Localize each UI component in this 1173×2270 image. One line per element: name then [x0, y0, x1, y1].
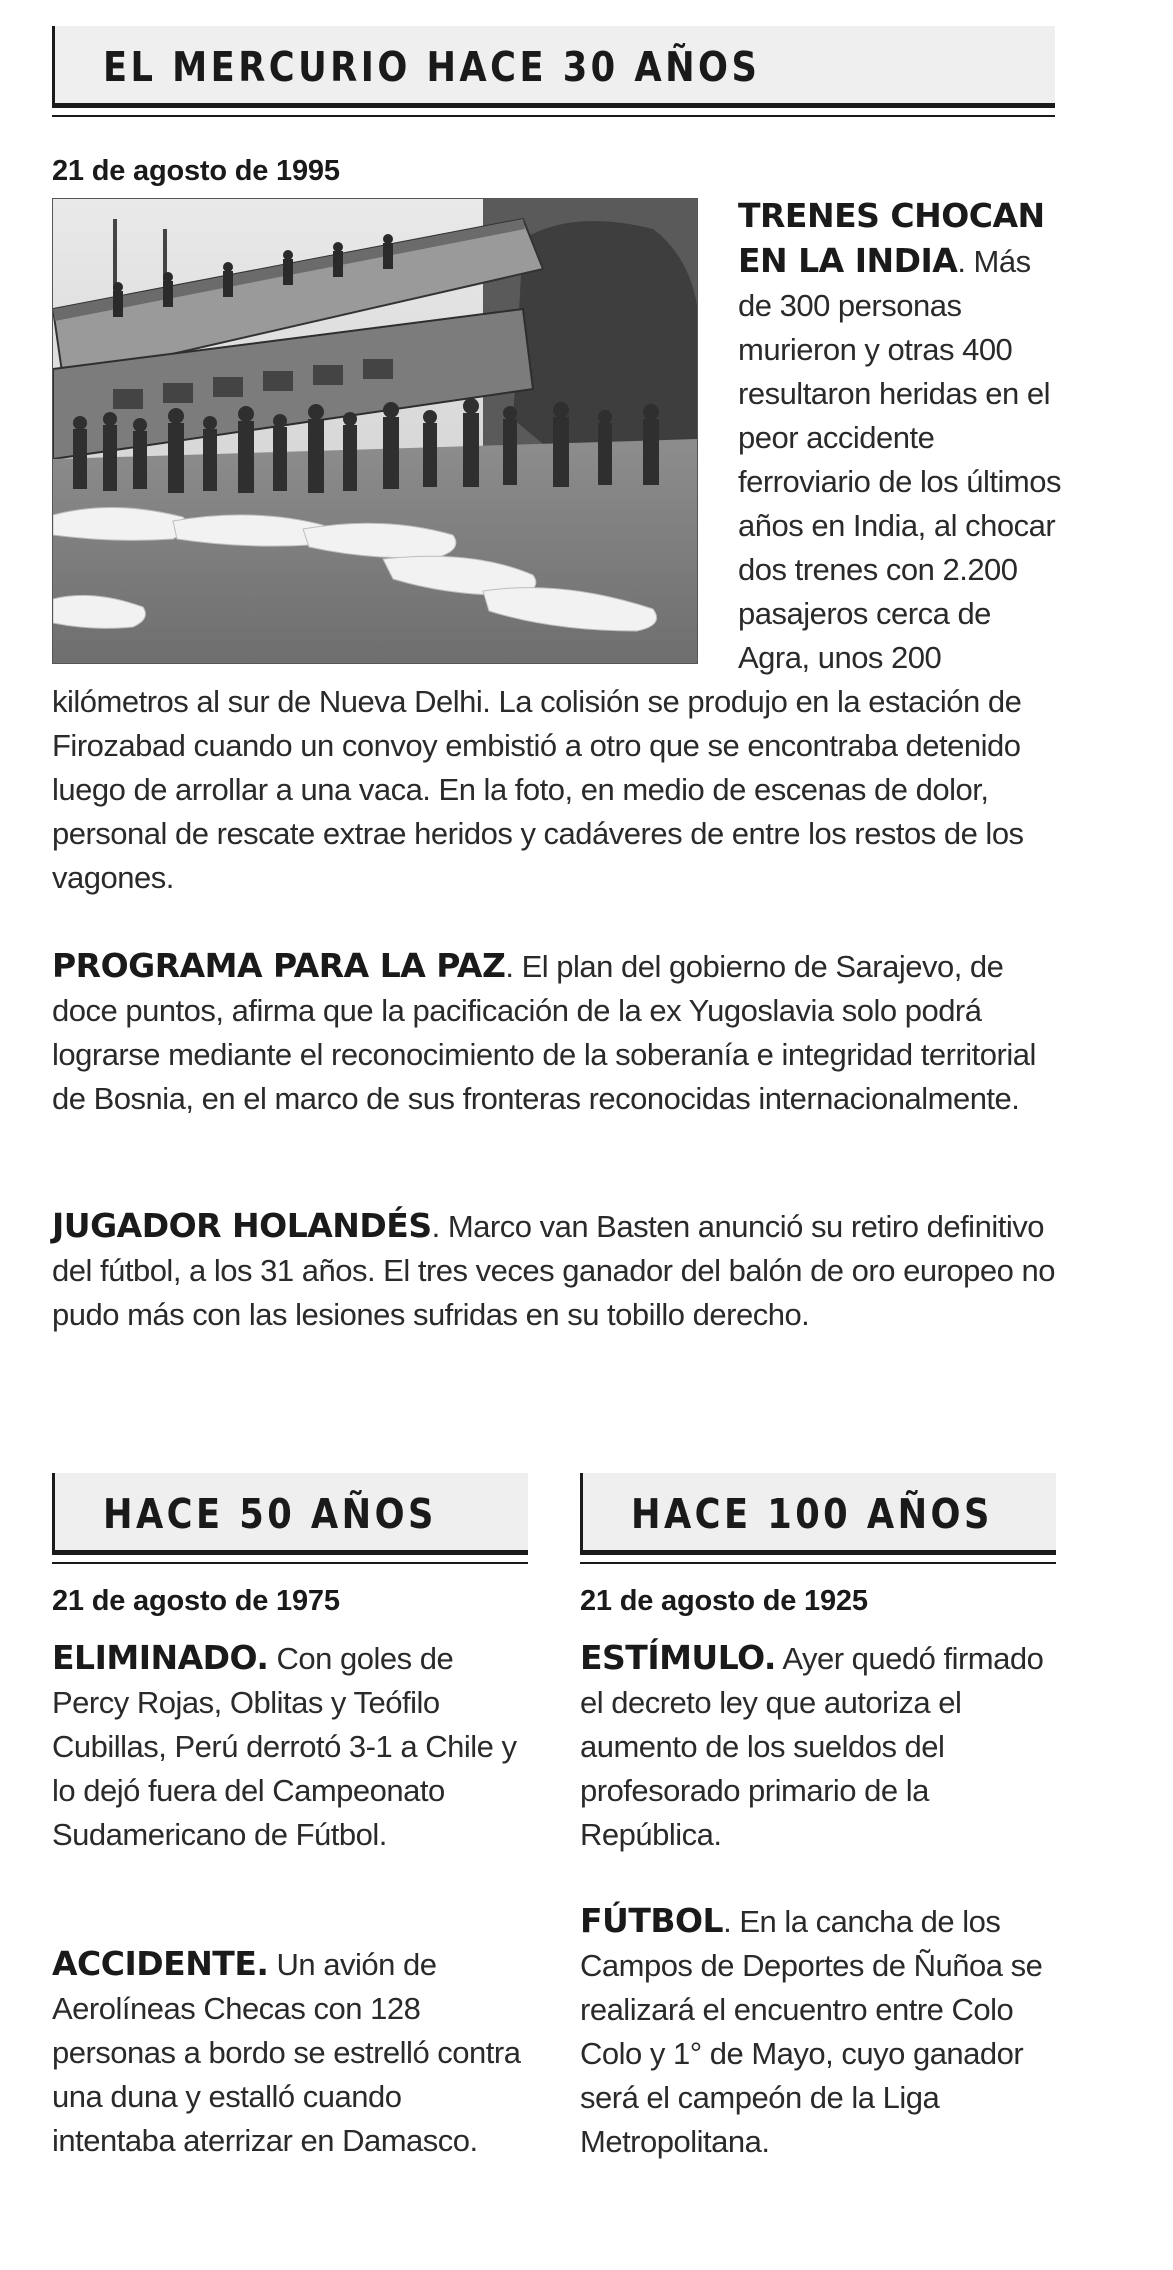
story-kicker: ESTÍMULO. — [580, 1638, 776, 1677]
header-rule-thin — [52, 1562, 528, 1564]
section-header-100 — [580, 1473, 1056, 1555]
section-date: 21 de agosto de 1975 — [52, 1585, 340, 1617]
header-rule-thin — [52, 115, 1055, 117]
header-rule-thin — [580, 1562, 1056, 1564]
train-crash-photo — [52, 198, 698, 664]
story-kicker: TRENES CHOCAN EN LA INDIA — [738, 196, 1045, 280]
story-text: Un avión de Aerolíneas Checas con 128 personas a bordo se estrelló contra una duna y estalló cuando intentaba aterrizar en Damasco. — [52, 1947, 521, 2158]
story-kicker: FÚTBOL — [580, 1901, 724, 1940]
section-header-30 — [52, 26, 1055, 108]
header-rule — [52, 103, 1055, 108]
section-title: EL MERCURIO HACE 30 AÑOS — [103, 43, 761, 91]
photo-illustration — [53, 199, 698, 664]
story-dutch-player — [52, 1204, 1062, 1337]
section-title: HACE 100 AÑOS — [631, 1490, 993, 1538]
header-rule — [52, 1550, 528, 1555]
story-text: . Marco van Basten anunció su retiro definitivo del fútbol, a los 31 años. El tres veces ganador del balón de oro europeo no pudo más con las lesiones sufridas en su tobillo derecho. — [52, 1209, 1055, 1332]
story-peace — [52, 944, 1062, 1121]
story-kicker: ACCIDENTE. — [52, 1944, 269, 1983]
story-kicker: PROGRAMA PARA LA PAZ — [52, 946, 506, 985]
section-header-50 — [52, 1473, 528, 1555]
story-text: Con goles de Percy Rojas, Oblitas y Teófilo Cubillas, Perú derrotó 3-1 a Chile y lo dejó fuera del Campeonato Sudamericano de Fútbol. — [52, 1641, 517, 1852]
story-eliminated — [52, 1636, 532, 1857]
story-stimulus — [580, 1636, 1060, 1857]
header-rule — [580, 1550, 1056, 1555]
story-football — [580, 1899, 1060, 2164]
story-text: . El plan del gobierno de Sarajevo, de doce puntos, afirma que la pacificación de la ex Yugoslavia solo podrá lograrse mediante el reconocimiento de la soberanía e integridad territorial de Bosnia, en el marco de sus fronteras reconocidas internacionalmente. — [52, 949, 1036, 1116]
story-text: Ayer quedó firmado el decreto ley que autoriza el aumento de los sueldos del profesorado primario de la República. — [580, 1641, 1044, 1852]
story-text: . En la cancha de los Campos de Deportes de Ñuñoa se realizará el encuentro entre Colo Colo y 1° de Mayo, cuyo ganador será el campeón de la Liga Metropolitana. — [580, 1904, 1043, 2159]
story-accident — [52, 1942, 532, 2163]
section-date: 21 de agosto de 1925 — [580, 1585, 868, 1617]
story-kicker: ELIMINADO. — [52, 1638, 269, 1677]
section-date: 21 de agosto de 1995 — [52, 155, 340, 187]
section-title: HACE 50 AÑOS — [103, 1490, 437, 1538]
story-kicker: JUGADOR HOLANDÉS — [52, 1206, 432, 1245]
story-text: . Más de 300 personas murieron y otras 400 resultaron heridas en el peor accidente ferroviario de los últimos años en India, al chocar dos trenes con 2.200 pasajeros cerca de Agra, unos 200 kilómetros al sur de Nueva Delhi. La colisión se produjo en la estación de Firozabad cuando un convoy embistió a otro que se encontraba detenido luego de arrollar a una vaca. En la foto, en medio de escenas de dolor, personal de rescate extrae heridos y cadáveres de entre los restos de los vagones. — [52, 244, 1061, 895]
